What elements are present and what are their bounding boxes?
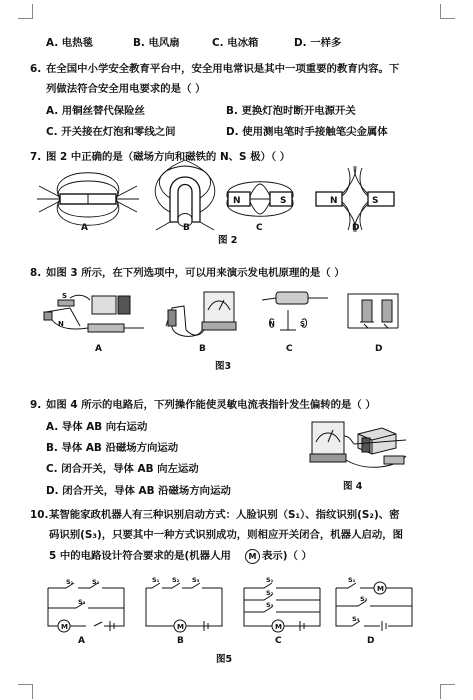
- q9-option-d: D. 闭合开关，导体 AB 沿磁场方向运动: [46, 485, 231, 497]
- fig5-d-s1: S₁: [348, 576, 356, 584]
- fig2-option-c-facing-magnets-field: [220, 170, 300, 230]
- fig5-a-motor-letter: M: [61, 623, 68, 631]
- fig3-label-b: B: [199, 344, 206, 354]
- fig2-label-a: A: [81, 223, 88, 233]
- fig3-option-b-galvanometer-apparatus: [160, 286, 250, 346]
- q9-option-b: B. 导体 AB 沿磁场方向运动: [46, 442, 179, 454]
- fig3-label-a: A: [95, 344, 102, 354]
- q10-motor-symbol-letter: M: [248, 552, 257, 561]
- fig3-option-d-electromagnet-circuit: [340, 286, 410, 346]
- crop-mark-top-left: [18, 4, 33, 19]
- crop-mark-top-right: [440, 4, 455, 19]
- fig3-a-n-label: N: [58, 320, 64, 328]
- fig5-option-c-circuit: [236, 576, 326, 636]
- fig2-label-b: B: [183, 223, 190, 233]
- crop-mark-bottom-left: [18, 684, 33, 699]
- fig2-c-n-label: N: [233, 196, 241, 206]
- fig2-d-n-label: N: [330, 196, 338, 206]
- fig5-caption: 图5: [216, 654, 233, 665]
- fig2-option-b-u-magnet-field: [150, 168, 220, 228]
- fig5-option-d-circuit: [328, 576, 418, 636]
- fig5-b-s2: S₂: [172, 576, 180, 584]
- q7-stem: 图 2 中正确的是（磁场方向和磁铁的 N、S 极）（ ）: [46, 151, 291, 163]
- q9-option-a: A. 导体 AB 向右运动: [46, 421, 148, 433]
- fig3-label-c: C: [286, 344, 293, 354]
- q6-option-b: B. 更换灯泡时断开电源开关: [226, 105, 356, 117]
- q9-number: 9.: [30, 399, 42, 411]
- q10-stem-line3a: 5 中的电路设计符合要求的是(机器人用: [49, 550, 231, 562]
- fig5-d-s2: S₂: [360, 595, 368, 603]
- q5-option-b: B. 电风扇: [133, 37, 180, 49]
- q6-option-d: D. 使用测电笔时手接触笔尖金属体: [226, 126, 388, 138]
- q6-number: 6.: [30, 63, 42, 75]
- fig5-b-motor-letter: M: [177, 623, 184, 631]
- fig2-caption: 图 2: [218, 235, 238, 246]
- fig5-a-s3: S₃: [78, 598, 86, 606]
- fig2-label-c: C: [256, 223, 263, 233]
- q10-stem-line2: 码识别(S₃)，只要其中一种方式识别成功，则相应开关闭合，机器人启动，图: [49, 529, 404, 541]
- fig4-induction-apparatus: [306, 416, 416, 478]
- q10-stem-line1: 某智能家政机器人有三种识别启动方式：人脸识别（S₁）、指纹识别(S₂)、密: [49, 509, 400, 521]
- q10-number: 10.: [30, 509, 49, 521]
- fig3-option-c-electromagnet-apparatus: [258, 286, 338, 346]
- fig2-option-d-repelling-magnets-field: [306, 170, 406, 230]
- q5-option-c: C. 电冰箱: [212, 37, 259, 49]
- fig3-c-n-label: N: [269, 320, 275, 328]
- fig5-a-s2: S₂: [92, 578, 100, 586]
- fig5-c-s2: S₂: [266, 589, 274, 597]
- fig3-c-s-label: S: [300, 320, 306, 328]
- fig5-b-s3: S₃: [192, 576, 200, 584]
- fig5-label-b: B: [177, 636, 184, 646]
- q6-option-c: C. 开关接在灯泡和零线之间: [46, 126, 176, 138]
- q7-number: 7.: [30, 151, 42, 163]
- q8-number: 8.: [30, 267, 42, 279]
- fig4-caption: 图 4: [343, 481, 363, 492]
- fig5-c-s1: S₁: [266, 576, 274, 584]
- q6-option-a: A. 用铜丝替代保险丝: [46, 105, 145, 117]
- q5-option-a: A. 电热毯: [46, 37, 93, 49]
- fig3-caption: 图3: [215, 361, 232, 372]
- fig5-b-s1: S₁: [152, 576, 160, 584]
- fig3-option-a-apparatus: [40, 286, 150, 346]
- fig3-a-s-label: S: [62, 292, 68, 300]
- q6-stem-line2: 列做法符合安全用电要求的是（ ）: [46, 83, 206, 95]
- crop-mark-bottom-right: [440, 684, 455, 699]
- q10-stem-line3b: 表示)（ ）: [262, 550, 312, 562]
- q8-stem: 如图 3 所示，在下列选项中，可以用来演示发电机原理的是（ ）: [46, 267, 345, 279]
- fig5-option-b-circuit: [138, 576, 228, 636]
- fig5-label-d: D: [367, 636, 375, 646]
- fig2-label-d: D: [352, 223, 360, 233]
- fig2-d-s-label: S: [372, 196, 379, 206]
- fig5-d-motor-letter: M: [377, 585, 384, 593]
- fig5-label-c: C: [275, 636, 282, 646]
- fig5-d-s3: S₃: [352, 615, 360, 623]
- fig2-option-a-bar-magnet-field: [35, 170, 145, 230]
- fig5-c-motor-letter: M: [275, 623, 282, 631]
- fig5-a-s1: S₁: [66, 578, 74, 586]
- q6-stem-line1: 在全国中小学安全教育平台中，安全用电常识是其中一项重要的教育内容。下: [46, 63, 400, 75]
- fig2-c-s-label: S: [280, 196, 287, 206]
- fig3-label-d: D: [375, 344, 383, 354]
- fig5-label-a: A: [78, 636, 85, 646]
- fig5-option-a-circuit: [40, 576, 130, 636]
- q5-option-d: D. 一样多: [294, 37, 342, 49]
- q9-stem: 如图 4 所示的电路后，下列操作能使灵敏电流表指针发生偏转的是（ ）: [46, 399, 376, 411]
- fig5-c-s3: S₃: [266, 601, 274, 609]
- q10-motor-symbol: [245, 549, 260, 564]
- q9-option-c: C. 闭合开关，导体 AB 向左运动: [46, 463, 199, 475]
